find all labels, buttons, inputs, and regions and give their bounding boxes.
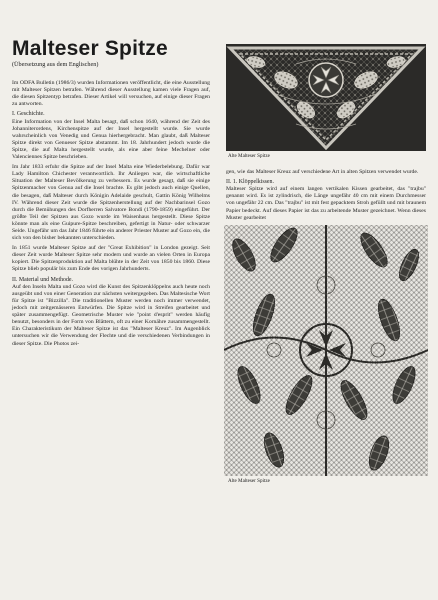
photo-caption-1: Alte Malteser Spitze	[228, 153, 270, 159]
lace-photo-1-image	[226, 44, 426, 151]
intro-paragraph: Im ODFA Bulletin (1986/3) wurden Informationen veröffentlicht, die eine Ausstellung mit Malteser Spitzen betrafen. Während dieser Ausstellung kamen viele Fragen auf, die diesen Spitzentyp betrafen. Dieser Artikel will versuchen, auf einige dieser Fragen zu antworten.	[12, 80, 210, 108]
history-paragraph-2: Im Jahr 1833 erfuhr die Spitze auf der Insel Malta eine Wiederbelebung. Dafür war Lady Hamilton Chichester verantwortlich. Ihr Anliegen war, die wirtschaftliche Situation der Malteser Bevölkerung zu verbessern. Es wurde gesagt, daß sie einige Spitzenmacher von Genua auf die Insel brachte. Es gibt jedoch auch einige Quellen, die besagen, daß Malteser durch Königin Adelaide geschult, Gattin König Wilhelms IV. Während dieser Zeit wurde die Spitzenherstellung auf der Nachbarinsel Gozo durch die Bemühungen des Dorfherren Salvatore Bondì (1790-1859) eingeführt. Der größte Teil der Spitzen aus Gozo wurde im Waisenhaus hergestellt. Diese Spitze könnte man als eine Guipure-Spitze beschreiben, gefertigt in Natur- oder schwarzer Seide. Ungefähr um das Jahr 1846 führte ein anderer Priester Muster auf Gozo ein, die sich von den bisher bekannten unterschieden.	[12, 164, 210, 242]
lace-photo-maltese-cross	[226, 44, 426, 151]
section-heading-material: II. Material und Methode.	[12, 276, 74, 283]
continued-paragraph: gen, wie das Malteser Kreuz auf verschiedene Art in alten Spitzen verwendet wurde.	[226, 169, 419, 175]
article-subtitle: (Übersetzung aus dem Englischen)	[12, 61, 99, 68]
history-paragraph-3: In 1851 wurde Malteser Spitze auf der "Great Exhibition" in London gezeigt. Seit dieser Zeit wurde Malteser Spitze sehr modern und wurde an vielen Orten in Europa kopiert. Die Spitzenproduktion auf Malta blühte in der Zeit von 1850 bis 1860. Diese Spitze blieb populär bis zum Ende des vorigen Jahrhunderts.	[12, 245, 210, 273]
article-title: Malteser Spitze	[12, 37, 168, 60]
lace-photo-2-image	[224, 225, 428, 476]
right-column	[226, 44, 426, 484]
right-text-block	[226, 169, 426, 222]
lace-photo-sample	[224, 225, 428, 476]
history-paragraph-1: Eine Information von der Insel Malta besagt, daß schon 1640, während der Zeit des Johanniterordens, Kirchenspitze auf der Insel hergestellt wurde. Sie wurde wahrscheinlich von Venedig und Genua hierhergebracht. Man glaubt, daß Malteser Spitze direkt von Genueser Spitze abstammt. Im 18. Jahrhundert jedoch wurde die Spitze, die auf Malta hergestellt wurde, als eine aber feine Mechelner oder Valenciennes Spitze beschrieben.	[12, 118, 210, 161]
pillow-paragraph: Malteser Spitze wird auf einem langen vertikalen Kissen gearbeitet, das "trajbu" genannt wird. Es ist zylindrisch, die Länge ungefähr 40 cm mit einem Durchmesser von ungefähr 22 cm. Das "trajbu" ist mit fest gepacktem Stroh gefüllt und mit braunem Papier bedeckt. Auf dieses Papier ist das zu arbeitende Muster gezeichnet. Wenn dieses Muster gearbeitet	[226, 186, 426, 221]
left-column	[12, 38, 210, 351]
section-heading-history: I. Geschichte.	[12, 111, 45, 118]
photo-caption-2: Alte Malteser Spitze	[228, 477, 270, 484]
section-heading-pillow: II. 1. Klöppelkissen.	[226, 179, 274, 186]
material-paragraph-1: Auf den Inseln Malta und Gozo wird die Kunst des Spitzenklöppelns auch heute noch ausgeübt und von einer Generation zur nächsten weitergegeben. Das Maltesische Wort für Spitze ist "Bizzilla". Die traditionellen Muster werden noch immer verwendet, jedoch mit zeitgemässeren Entwürfen. Die Spitze wird in Streifen gearbeitet und später zusammengefügt. Geometrische Muster wie "point d'esprit" werden häufig benutzt, besonders in der Form von Blättern, oft zu einer Kornähre zusammengestellt. Ein Charakteristikum der Malteser Spitze ist das "Malteser Kreuz". Im Augenblick untersuchen wir die Verwendung der Flechte und die verschiedenen Verbindungen in dieser Spitze. Die Photos zei-	[12, 283, 210, 347]
